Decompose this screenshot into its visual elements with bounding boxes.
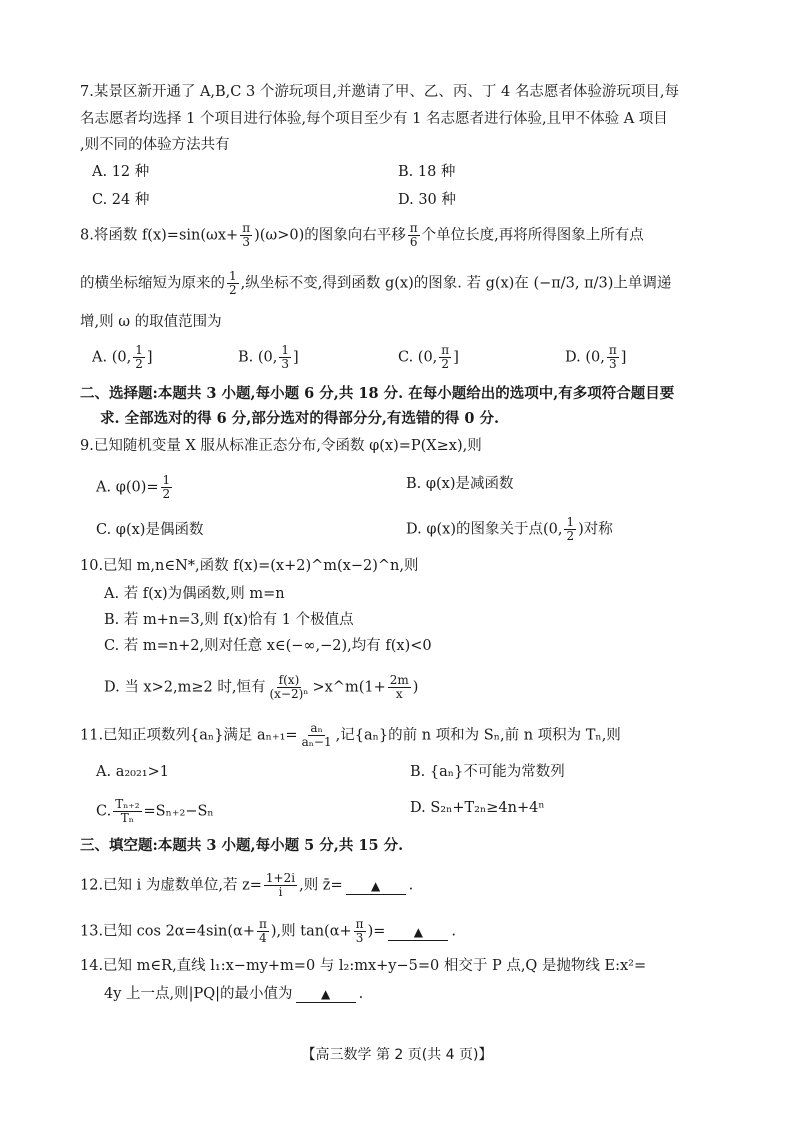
q9-option-b: B. φ(x)是减函数 (406, 476, 514, 492)
q7-line1: 7.某景区新开通了 A,B,C 3 个游玩项目,并邀请了甲、乙、丙、丁 4 名志愿者体验游玩项目,每 (80, 84, 679, 100)
q11-option-d: D. S₂ₙ+T₂ₙ≥4n+4ⁿ (410, 800, 545, 816)
section2-line2: 求. 全部选对的得 6 分,部分选对的得部分分,有选错的得 0 分. (100, 410, 500, 427)
q11-option-a: A. a₂₀₂₁>1 (96, 764, 169, 780)
q14-line1: 14.已知 m∈R,直线 l₁:x−my+m=0 与 l₂:mx+y−5=0 相交于 P 点,Q 是抛物线 E:x²= (80, 958, 647, 974)
q8-option-c: C. (0, $\frac{\pi}{2}$ ] (398, 343, 459, 371)
q14-line2: 4y 上一点,则|PQ|的最小值为 ▲ . (104, 986, 364, 1002)
q9-stem: 9.已知随机变量 X 服从标准正态分布,令函数 φ(x)=P(X≥x),则 (80, 438, 482, 454)
q10-option-c: C. 若 m=n+2,则对任意 x∈(−∞,−2),均有 f(x)<0 (104, 638, 432, 654)
q7-option-a: A. 12 种 (92, 164, 150, 180)
q8-line3: 增,则 ω 的取值范围为 (80, 314, 222, 330)
q8-option-d: D. (0, $\frac{\pi}{3}$ ] (565, 343, 627, 371)
q11-option-c: C. $\frac{\text{Tₙ₊₂}}{\text{Tₙ}}$ =Sₙ₊₂−Sₙ (96, 797, 214, 825)
q13-answer-blank: ▲ (388, 924, 448, 941)
q10-option-b: B. 若 m+n=3,则 f(x)恰有 1 个极值点 (104, 612, 354, 628)
q9-option-d: D. φ(x)的图象关于点(0, $\frac{1}{2}$ )对称 (406, 515, 613, 543)
frac-pi-6: $\frac{\pi}{6}$ (409, 221, 418, 249)
q7-option-c: C. 24 种 (92, 192, 150, 208)
page-footer: 【高三数学 第 2 页(共 4 页)】 (301, 1047, 493, 1063)
q7-line2: 名志愿者均选择 1 个项目进行体验,每个项目至少有 1 名志愿者进行体验,且甲不体验 A 项目 (80, 111, 668, 127)
q7-line3: ,则不同的体验方法共有 (80, 137, 230, 153)
q13-line: 13.已知 cos 2α=4sin(α+ $\frac{\pi}{4}$ ),则 tan(α+ $\frac{\pi}{3}$ )= ▲ . (80, 917, 456, 945)
q10-option-a: A. 若 f(x)为偶函数,则 m=n (104, 586, 285, 602)
q9-option-c: C. φ(x)是偶函数 (96, 522, 204, 538)
q8-line2: 的横坐标缩短为原来的 $\frac{1}{2}$ ,纵坐标不变,得到函数 g(x)的图象. 若 g(x)在 (−π/3, π/3)上单调递 (80, 269, 672, 297)
q7-option-b: B. 18 种 (398, 164, 456, 180)
q11-option-b: B. {aₙ}不可能为常数列 (410, 764, 565, 780)
frac-pi-3: $\frac{\pi}{3}$ (242, 221, 251, 249)
q10-stem: 10.已知 m,n∈N*,函数 f(x)=(x+2)^m(x−2)^n,则 (80, 558, 419, 574)
frac-half: $\frac{1}{2}$ (229, 269, 237, 297)
q14-answer-blank: ▲ (296, 986, 356, 1003)
q10-option-d: D. 当 x>2,m≥2 时,恒有 $\frac{f(x)}{\text{(x−2)ⁿ}}$ >x^m(1+ $\frac{2m}{x}$ ) (104, 673, 419, 701)
q8-interval: (−π/3, π/3) (533, 275, 614, 292)
q11-stem: 11.已知正项数列{aₙ}满足 aₙ₊₁= $\frac{\text{aₙ}}{\text{aₙ−1}}$ ,记{aₙ}的前 n 项和为 Sₙ,前 n 项积为 Tₙ,则 (80, 721, 621, 749)
section2-line1: 二、选择题:本题共 3 小题,每小题 6 分,共 18 分. 在每小题给出的选项中,有多项符合题目要 (80, 385, 675, 402)
section3-heading: 三、填空题:本题共 3 小题,每小题 5 分,共 15 分. (80, 837, 404, 854)
q7-option-d: D. 30 种 (398, 192, 456, 208)
q12-answer-blank: ▲ (346, 878, 406, 895)
q8-line1: 8.将函数 f(x)=sin(ωx+ $\frac{\pi}{3}$ )(ω>0)的图象向右平移 $\frac{\pi}{6}$ 个单位长度,再将所得图象上所有点 (80, 221, 644, 249)
q8-option-a: A. (0, $\frac{1}{2}$ ] (92, 343, 153, 371)
q12-line: 12.已知 i 为虚数单位,若 z= $\frac{1+2i}{i}$ ,则 z̄= ▲ . (80, 871, 414, 899)
q9-option-a: A. φ(0)= $\frac{1}{2}$ (96, 473, 171, 501)
q8-option-b: B. (0, $\frac{1}{3}$ ] (238, 343, 299, 371)
